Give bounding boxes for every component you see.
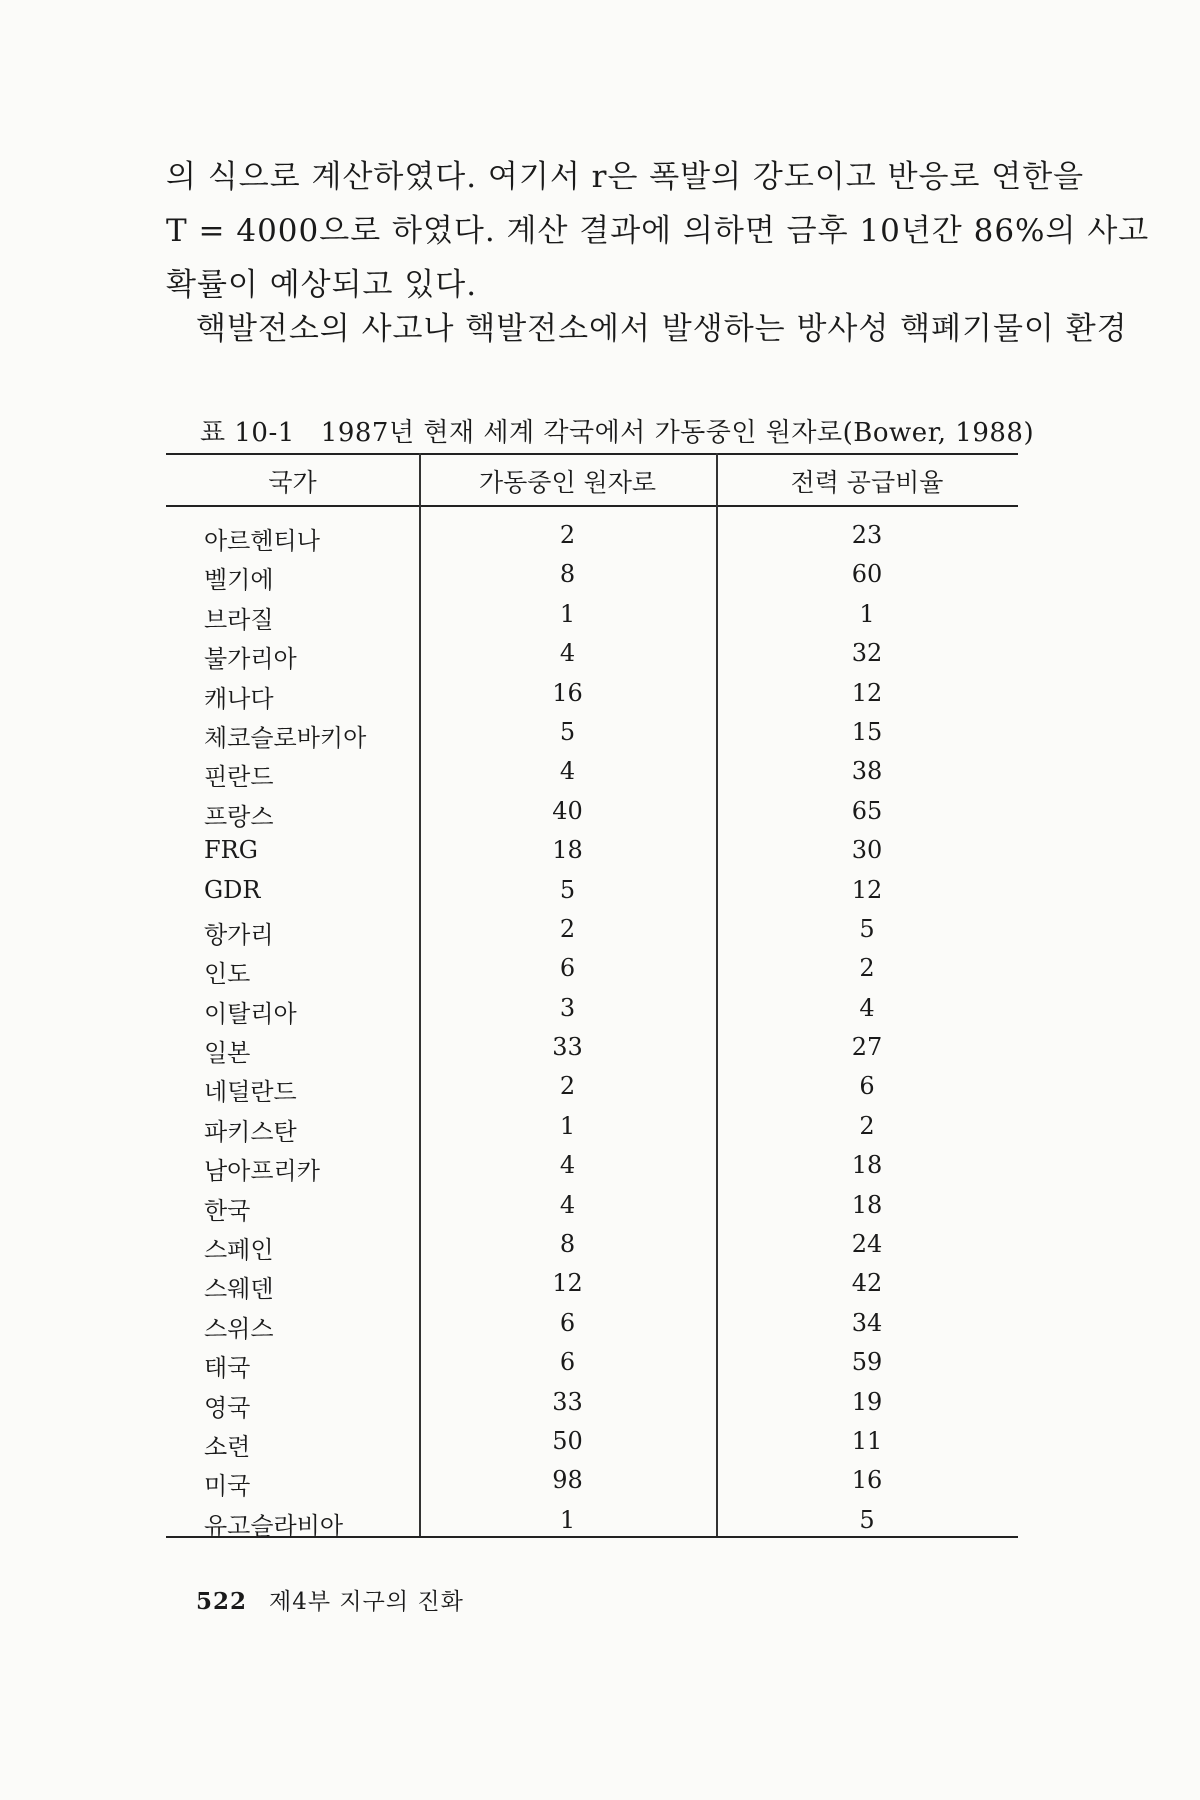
cell-reactors: 12 bbox=[552, 1269, 583, 1298]
cell-power-share: 32 bbox=[851, 639, 883, 668]
cell-reactors: 6 bbox=[559, 954, 576, 983]
table-header-rule bbox=[166, 505, 1018, 507]
cell-country: 일본 bbox=[204, 1039, 251, 1068]
cell-country: 이탈리아 bbox=[204, 999, 297, 1028]
table-row bbox=[166, 751, 1018, 790]
table-row bbox=[166, 1342, 1018, 1381]
cell-power-share: 15 bbox=[851, 717, 883, 746]
table-row bbox=[166, 948, 1018, 987]
page-number: 522 bbox=[196, 1588, 248, 1615]
cell-country: 스웨덴 bbox=[204, 1275, 274, 1304]
cell-country: 네덜란드 bbox=[204, 1078, 297, 1107]
cell-power-share: 18 bbox=[851, 1151, 883, 1180]
cell-power-share: 5 bbox=[859, 914, 875, 943]
cell-country: 캐나다 bbox=[204, 684, 274, 713]
page-footer bbox=[196, 1583, 464, 1616]
cell-reactors: 4 bbox=[559, 757, 576, 786]
cell-reactors: 1 bbox=[559, 599, 576, 628]
cell-power-share: 59 bbox=[851, 1348, 883, 1377]
table-row bbox=[166, 1500, 1018, 1539]
table-row bbox=[166, 1224, 1018, 1263]
table-caption bbox=[200, 412, 1035, 449]
cell-power-share: 23 bbox=[851, 521, 883, 549]
cell-reactors: 2 bbox=[559, 521, 576, 549]
table-caption-text: 1987년 현재 세계 각국에서 가동중인 원자로(Bower, 1988) bbox=[320, 418, 1035, 448]
cell-reactors: 8 bbox=[559, 1230, 576, 1259]
table-row bbox=[166, 1263, 1018, 1302]
cell-reactors: 2 bbox=[559, 914, 576, 943]
table-row bbox=[166, 909, 1018, 948]
cell-power-share: 30 bbox=[851, 836, 883, 865]
cell-country: 한국 bbox=[204, 1196, 251, 1225]
table-row bbox=[166, 1460, 1018, 1499]
cell-country: 불가리아 bbox=[204, 645, 297, 674]
section-title: 제4부 지구의 진화 bbox=[269, 1589, 464, 1615]
cell-power-share: 2 bbox=[859, 954, 875, 983]
cell-power-share: 18 bbox=[851, 1190, 883, 1219]
table-body bbox=[166, 515, 1018, 1539]
header-reactors: 가동중인 원자로 bbox=[479, 468, 656, 497]
table-row bbox=[166, 1303, 1018, 1342]
cell-power-share: 5 bbox=[859, 1505, 875, 1534]
table-row bbox=[166, 515, 1018, 554]
table-row bbox=[166, 1421, 1018, 1460]
cell-power-share: 27 bbox=[851, 1033, 883, 1062]
cell-country: 태국 bbox=[204, 1354, 251, 1383]
cell-country: 인도 bbox=[204, 960, 251, 989]
cell-power-share: 24 bbox=[851, 1230, 883, 1259]
cell-country: 영국 bbox=[204, 1393, 251, 1422]
cell-power-share: 60 bbox=[851, 560, 883, 589]
table-row bbox=[166, 791, 1018, 830]
cell-reactors: 1 bbox=[559, 1111, 576, 1140]
paragraph-line: 의 식으로 계산하였다. 여기서 r은 폭발의 강도이고 반응로 연한을 bbox=[166, 159, 1085, 195]
cell-reactors: 98 bbox=[552, 1466, 583, 1495]
cell-power-share: 16 bbox=[851, 1466, 883, 1495]
header-power-share: 전력 공급비율 bbox=[790, 468, 944, 497]
paragraph-line: 확률이 예상되고 있다. bbox=[166, 267, 478, 303]
cell-country: 항가리 bbox=[204, 920, 274, 949]
cell-reactors: 1 bbox=[559, 1505, 576, 1534]
table-row bbox=[166, 594, 1018, 633]
table-row bbox=[166, 673, 1018, 712]
table-row bbox=[166, 1382, 1018, 1421]
cell-country: 브라질 bbox=[204, 605, 274, 634]
table-row bbox=[166, 633, 1018, 672]
table-row bbox=[166, 1185, 1018, 1224]
cell-country: 유고슬라비아 bbox=[204, 1511, 344, 1540]
cell-power-share: 6 bbox=[859, 1072, 875, 1101]
cell-power-share: 65 bbox=[851, 796, 883, 825]
cell-country: 파키스탄 bbox=[204, 1117, 297, 1146]
cell-country: 체코슬로바키아 bbox=[204, 723, 367, 752]
cell-power-share: 4 bbox=[859, 993, 875, 1022]
table-row bbox=[166, 554, 1018, 593]
cell-reactors: 8 bbox=[559, 560, 576, 589]
cell-power-share: 12 bbox=[851, 875, 883, 904]
cell-power-share: 2 bbox=[859, 1111, 875, 1140]
table-label: 표 10-1 bbox=[200, 418, 295, 448]
cell-reactors: 33 bbox=[552, 1033, 583, 1062]
body-paragraph-2: 핵발전소의 사고나 핵발전소에서 발생하는 방사성 핵폐기물이 환경 bbox=[196, 311, 1128, 347]
table-header-row bbox=[166, 453, 1018, 505]
cell-reactors: 5 bbox=[559, 717, 576, 746]
cell-country: 아르헨티나 bbox=[204, 527, 320, 555]
cell-country: 스위스 bbox=[204, 1314, 274, 1343]
cell-country: 스페인 bbox=[204, 1236, 274, 1265]
paragraph-line: T = 4000으로 하였다. 계산 결과에 의하면 금후 10년간 86%의 사고 bbox=[166, 213, 1150, 249]
cell-reactors: 33 bbox=[552, 1387, 583, 1416]
table-row bbox=[166, 870, 1018, 909]
cell-reactors: 5 bbox=[559, 875, 576, 904]
cell-reactors: 4 bbox=[559, 1190, 576, 1219]
cell-power-share: 19 bbox=[851, 1387, 883, 1416]
cell-reactors: 50 bbox=[552, 1426, 583, 1455]
table-row bbox=[166, 1145, 1018, 1184]
cell-power-share: 34 bbox=[851, 1308, 883, 1337]
cell-reactors: 6 bbox=[559, 1308, 576, 1337]
table-row bbox=[166, 830, 1018, 869]
cell-reactors: 4 bbox=[559, 639, 576, 668]
cell-power-share: 1 bbox=[859, 599, 875, 628]
cell-power-share: 12 bbox=[851, 678, 883, 707]
table-row bbox=[166, 1027, 1018, 1066]
cell-country: 프랑스 bbox=[204, 802, 274, 831]
table-row bbox=[166, 988, 1018, 1027]
cell-power-share: 11 bbox=[851, 1426, 883, 1455]
cell-country: 미국 bbox=[204, 1472, 251, 1501]
cell-reactors: 2 bbox=[559, 1072, 576, 1101]
cell-country: GDR bbox=[204, 875, 261, 904]
cell-reactors: 6 bbox=[559, 1348, 576, 1377]
cell-country: 남아프리카 bbox=[204, 1157, 320, 1186]
cell-power-share: 42 bbox=[851, 1269, 883, 1298]
header-country: 국가 bbox=[268, 468, 317, 497]
cell-country: 핀란드 bbox=[204, 763, 274, 792]
cell-reactors: 3 bbox=[559, 993, 576, 1022]
cell-reactors: 4 bbox=[559, 1151, 576, 1180]
cell-reactors: 18 bbox=[552, 836, 583, 865]
cell-country: FRG bbox=[204, 836, 258, 865]
cell-power-share: 38 bbox=[851, 757, 883, 786]
body-paragraph-1 bbox=[166, 150, 1150, 312]
table-row bbox=[166, 712, 1018, 751]
cell-country: 소련 bbox=[204, 1432, 251, 1461]
table-row bbox=[166, 1106, 1018, 1145]
cell-country: 벨기에 bbox=[204, 566, 274, 595]
table-row bbox=[166, 1066, 1018, 1105]
cell-reactors: 16 bbox=[552, 678, 583, 707]
cell-reactors: 40 bbox=[552, 796, 583, 825]
